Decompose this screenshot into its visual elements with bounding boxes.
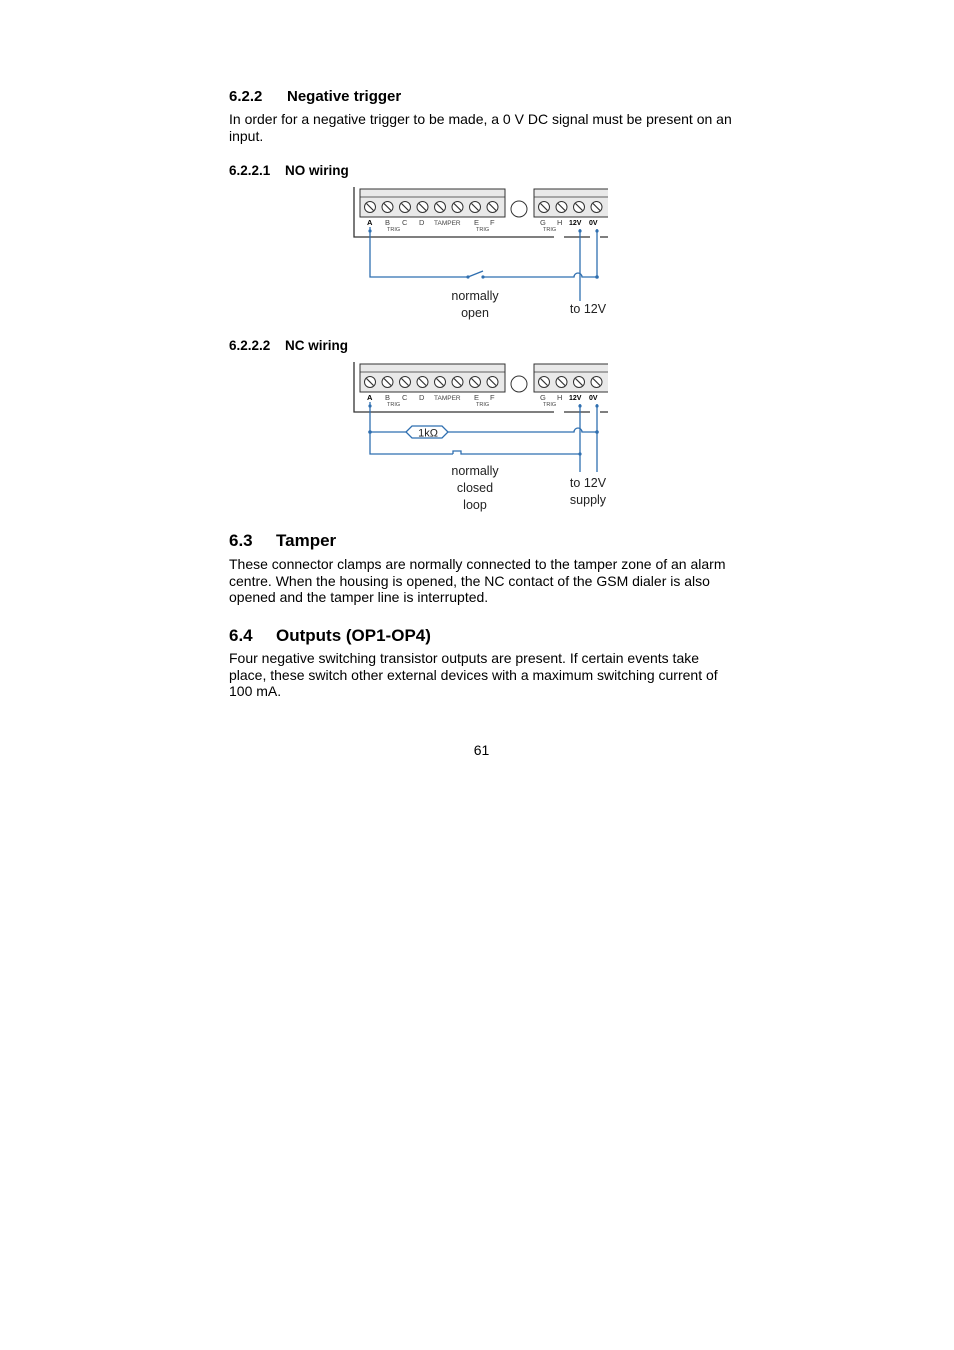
resistor-label: 1kΩ (418, 427, 438, 440)
section-number: 6.4 (229, 626, 253, 645)
trig-label: TRIG (476, 227, 490, 233)
trig-label: TRIG (387, 402, 401, 408)
section-number: 6.2.2.1 (229, 163, 271, 178)
switch-label: loop (463, 498, 487, 512)
terminal-label-0v: 0V (589, 395, 598, 402)
terminal-label-12v: 12V (569, 220, 582, 227)
terminal-label-tamper: TAMPER (434, 395, 461, 402)
supply-label: supply (569, 493, 607, 507)
terminal-label-g: G (540, 393, 546, 402)
terminal-label-e: E (474, 218, 480, 227)
terminal-label-c: C (402, 218, 408, 227)
no-wiring-diagram (350, 183, 612, 325)
switch-label: closed (456, 481, 494, 495)
section-heading-6-2-2 (229, 88, 401, 105)
paragraph-outputs: Four negative switching transistor outputs are present. If certain events take place, these switch other external devices with a maximum switching current of 100 mA. (229, 650, 718, 700)
terminal-label-h: H (557, 218, 563, 227)
section-heading-6-4 (229, 626, 431, 646)
terminal-block-left (360, 364, 505, 392)
paragraph-tamper: These connector clamps are normally connected to the tamper zone of an alarm centre. When the housing is opened, the NC contact of the GSM dialer is also opened and the tamper line is interrupted. (229, 556, 726, 606)
terminal-label-c: C (402, 393, 408, 402)
trig-label: TRIG (387, 227, 401, 233)
trig-label: TRIG (476, 402, 490, 408)
section-number: 6.3 (229, 531, 253, 550)
section-heading-6-2-2-1 (229, 163, 349, 178)
terminal-label-0v: 0V (589, 220, 598, 227)
resistor (406, 426, 448, 440)
nc-wiring-diagram (350, 358, 612, 518)
terminal-label-tamper: TAMPER (434, 220, 461, 227)
supply-label: to 12V (569, 476, 607, 490)
trig-label: TRIG (543, 402, 557, 408)
terminal-block-left (360, 189, 505, 217)
supply-label: to 12V (569, 302, 607, 316)
terminal-label-f: F (490, 393, 495, 402)
section-title: NC wiring (285, 338, 348, 353)
terminal-label-g: G (540, 218, 546, 227)
paragraph-negative-trigger: In order for a negative trigger to be made, a 0 V DC signal must be present on an input. (229, 111, 732, 144)
section-title: NO wiring (285, 163, 349, 178)
switch-label: normally (451, 464, 499, 478)
terminal-label-12v: 12V (569, 395, 582, 402)
terminal-label-b: B (385, 393, 391, 402)
terminal-label-f: F (490, 218, 495, 227)
terminal-label-e: E (474, 393, 480, 402)
section-heading-6-2-2-2 (229, 338, 348, 353)
switch-label: normally (451, 289, 499, 303)
mounting-hole (511, 201, 527, 217)
switch-label: open (461, 306, 489, 320)
terminal-label-a: A (367, 218, 373, 227)
page-number: 61 (473, 742, 490, 758)
section-number: 6.2.2 (229, 88, 263, 105)
section-title: Tamper (276, 531, 337, 550)
terminal-label-b: B (385, 218, 391, 227)
terminal-label-d: D (419, 218, 425, 227)
section-number: 6.2.2.2 (229, 338, 271, 353)
section-heading-6-3 (229, 531, 336, 551)
mounting-hole (511, 376, 527, 392)
section-title: Negative trigger (287, 88, 402, 105)
terminal-label-d: D (419, 393, 425, 402)
section-title: Outputs (OP1-OP4) (276, 626, 431, 645)
terminal-label-h: H (557, 393, 563, 402)
terminal-label-a: A (367, 393, 373, 402)
trig-label: TRIG (543, 227, 557, 233)
